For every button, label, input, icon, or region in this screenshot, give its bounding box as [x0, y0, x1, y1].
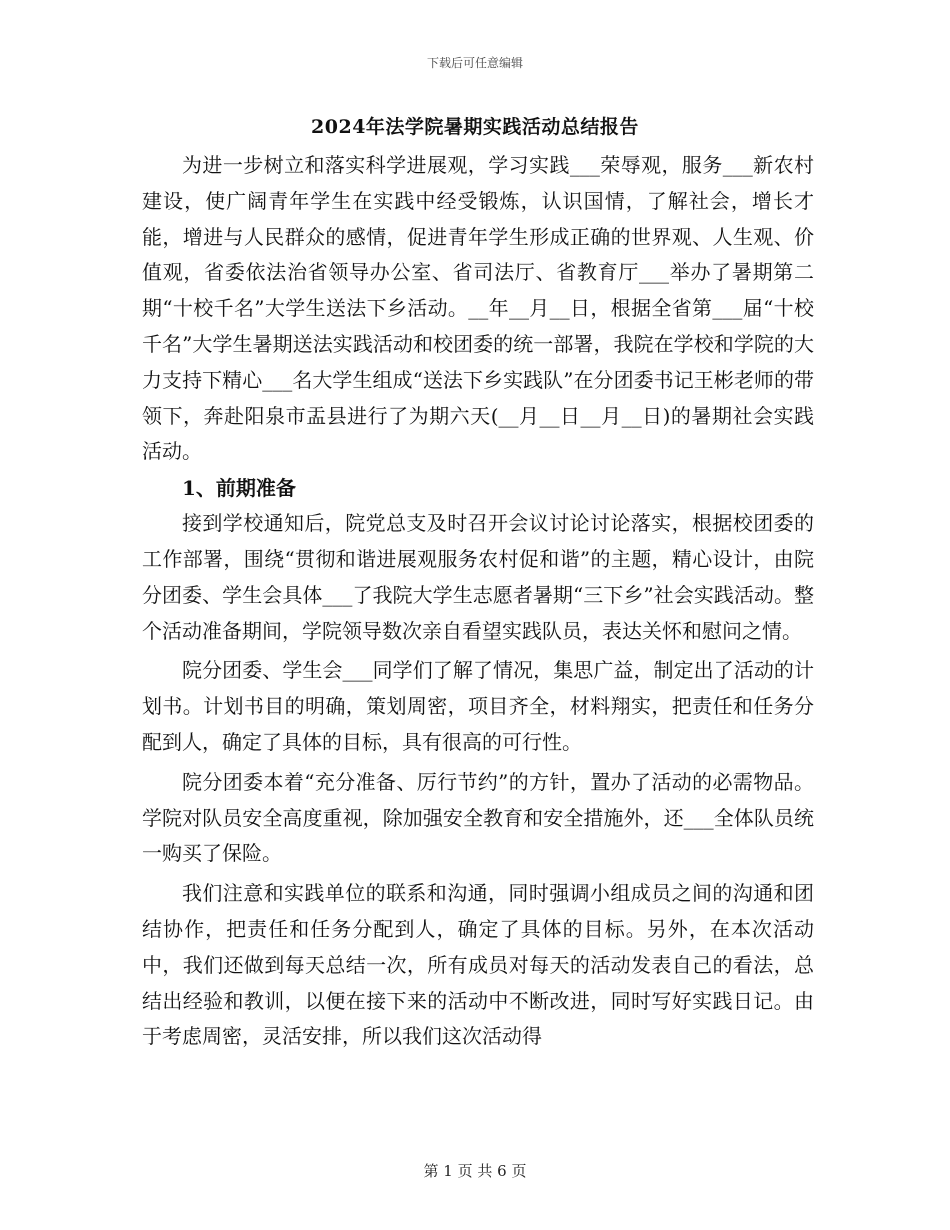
page-number-footer: 第 1 页 共 6 页 — [423, 1162, 527, 1180]
preparation-paragraph-1: 接到学校通知后，院党总支及时召开会议讨论讨论落实，根据校团委的工作部署，围绕“贯彻和谐进展观服务农村促和谐”的主题，精心设计，由院分团委、学生会具体___了我院大学生志愿者暑期“三下乡”社会实践活动。整个活动准备期间，学院领导数次亲自看望实践队员，表达关怀和慰问之情。 — [142, 511, 814, 643]
preparation-paragraph-3: 院分团委本着“充分准备、厉行节约”的方针，置办了活动的必需物品。学院对队员安全高度重视，除加强安全教育和安全措施外，还___全体队员统一购买了保险。 — [142, 769, 814, 866]
preparation-paragraph-2: 院分团委、学生会___同学们了解了情况，集思广益，制定出了活动的计划书。计划书目的明确，策划周密，项目齐全，材料翔实，把责任和任务分配到人，确定了具体的目标，具有很高的可行性。 — [142, 658, 814, 754]
page-header-note: 下载后可任意编辑 — [426, 56, 523, 70]
section-heading-preparation: 1、前期准备 — [182, 476, 296, 501]
preparation-paragraph-4: 我们注意和实践单位的联系和沟通，同时强调小组成员之间的沟通和团结协作，把责任和任务分配到人，确定了具体的目标。另外，在本次活动中，我们还做到每天总结一次，所有成员对每天的活动发表自己的看法，总结出经验和教训，以便在接下来的活动中不断改进，同时写好实践日记。由于考虑周密，灵活安排，所以我们这次活动得 — [142, 881, 814, 1049]
document-title: 2024年法学院暑期实践活动总结报告 — [311, 116, 639, 138]
intro-paragraph: 为进一步树立和落实科学进展观，学习实践___荣辱观，服务___新农村建设，使广阔青年学生在实践中经受锻炼，认识国情，了解社会，增长才能，增进与人民群众的感情，促进青年学生形成正确的世界观、人生观、价值观，省委依法治省领导办公室、省司法厅、省教育厅___举办了暑期第二期“十校千名”大学生送法下乡活动。__年__月__日，根据全省第___届“十校千名”大学生暑期送法实践活动和校团委的统一部署，我院在学校和学院的大力支持下精心___名大学生组成“送法下乡实践队”在分团委书记王彬老师的带领下，奔赴阳泉市盂县进行了为期六天(__月__日__月__日)的暑期社会实践活动。 — [142, 153, 814, 464]
document-body — [142, 148, 814, 1055]
